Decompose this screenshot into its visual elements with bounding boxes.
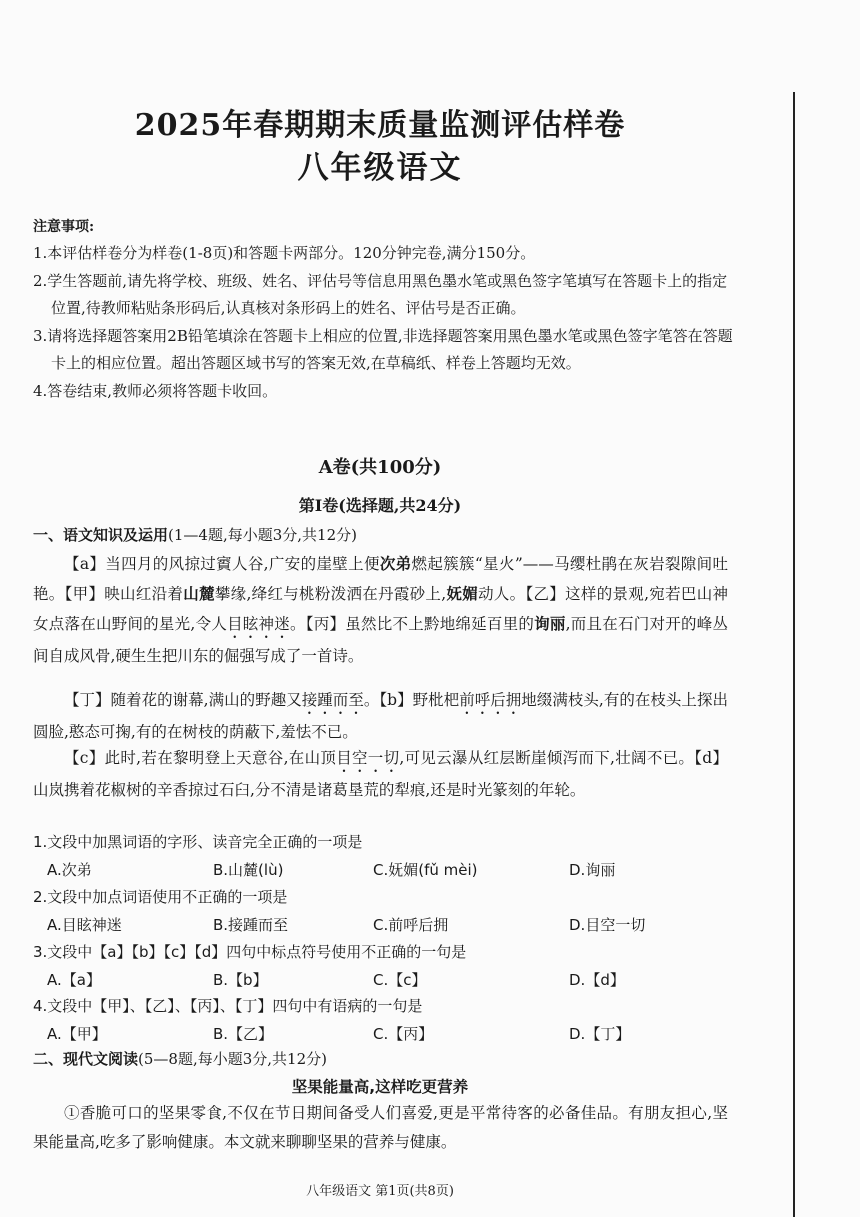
article-paragraph-1: ①香脆可口的坚果零食,不仅在节日期间备受人们喜爱,更是平常待客的必备佳品。有朋友担心,坚果能量高,吃多了影响健康。本文就来聊聊坚果的营养与健康。 <box>33 1104 728 1151</box>
question-stem: 3.文段中【a】【b】【c】【d】四句中标点符号使用不正确的一句是 <box>33 943 467 961</box>
option-d: D.【d】 <box>569 971 625 989</box>
question-3 <box>33 939 733 995</box>
option-c: C.【c】 <box>373 971 427 989</box>
question-2 <box>33 884 733 940</box>
exam-title: 2025年春期期末质量监测评估样卷 <box>134 108 626 143</box>
option-d: D.【丁】 <box>569 1025 631 1043</box>
page-footer: 八年级语文 第1页(共8页) <box>306 1184 454 1199</box>
bold-word: 次弟 <box>379 554 412 573</box>
note-item: 3.请将选择题答案用2B铅笔填涂在答题卡上相应的位置,非选择题答案用黑色墨水笔或黑色签字笔答在答题卡上的相应位置。超出答题区域书写的答案无效,在草稿纸、样卷上答题均无效。 <box>33 326 733 372</box>
note-item: 2.学生答题前,请先将学校、班级、姓名、评估号等信息用黑色墨水笔或黑色签字笔填写在答题卡上的指定位置,待教师粘贴条形码后,认真核对条形码上的姓名、评估号是否正确。 <box>33 271 728 317</box>
section-a-title: A卷(共100分) <box>318 457 442 478</box>
dotted-word: 接踵而至 <box>301 691 364 709</box>
note-item: 1.本评估样卷分为样卷(1-8页)和答题卡两部分。120分钟完卷,满分150分。 <box>33 244 536 262</box>
notes-list <box>33 240 733 405</box>
note-item: 4.答卷结束,教师必须将答题卡收回。 <box>33 381 278 400</box>
question-stem: 2.文段中加点词语使用不正确的一项是 <box>33 888 288 906</box>
part-1-title: 一、语文知识及运用 <box>33 526 169 544</box>
binding-line <box>793 92 795 1217</box>
option-d: D.目空一切 <box>569 916 646 934</box>
option-c: C.妩媚(fǔ mèi) <box>373 861 478 879</box>
option-c: C.前呼后拥 <box>373 916 449 934</box>
option-d: D.询丽 <box>569 861 616 879</box>
dotted-word: 目空一切 <box>336 749 400 767</box>
option-a: A.【甲】 <box>47 1025 107 1043</box>
bold-word: 妩媚 <box>446 584 479 603</box>
exam-subtitle: 八年级语文 <box>297 150 463 186</box>
option-b: B.接踵而至 <box>213 916 289 934</box>
question-stem: 4.文段中【甲】、【乙】、【丙】、【丁】四句中有语病的一句是 <box>33 997 423 1015</box>
volume-1-title: 第Ⅰ卷(选择题,共24分) <box>298 496 462 515</box>
passage-paragraph-3: 【c】此时,若在黎明登上天意谷,在山顶目空一切,可见云瀑从红层断崖倾泻而下,壮阔不已。【d】山岚携着花椒树的辛香掠过石臼,分不清是诸葛垦荒的犁痕,还是时光篆刻的年轮。 <box>33 749 728 799</box>
question-4 <box>33 993 733 1049</box>
bold-word: 询丽 <box>534 614 566 633</box>
part-1-heading <box>33 524 357 545</box>
dotted-word: 前呼后拥 <box>459 691 522 709</box>
dotted-word: 目眩神迷 <box>227 615 291 633</box>
bold-word: 山麓 <box>183 584 215 603</box>
passage-paragraph-2: 【丁】随着花的谢幕,满山的野趣又接踵而至。【b】野枇杷前呼后拥地缀满枝头,有的在枝头上探出圆脸,憨态可掬,有的在树枝的荫蔽下,羞怯不已。 <box>33 691 728 741</box>
option-b: B.山麓(lù) <box>213 861 284 879</box>
option-a: A.目眩神迷 <box>47 916 122 934</box>
part-2-title: 二、现代文阅读 <box>33 1050 139 1068</box>
passage-paragraph-1: 【a】当四月的风掠过賨人谷,广安的崖壁上便次弟燃起簇簇“星火”——马缨杜鹃在灰岩裂隙间吐艳。【甲】映山红沿着山麓攀缘,绛红与桃粉泼洒在丹霞砂上,妩媚动人。【乙】这样的景观,宛若巴山神女点落在山野间的星光,令人目眩神迷。【丙】虽然比不上黔地绵延百里的询丽,而且在石门对开的峰丛间自成风骨,硬生生把川东的倔强写成了一首诗。 <box>33 554 728 665</box>
option-a: A.次弟 <box>47 861 92 879</box>
part-2-heading <box>33 1048 327 1069</box>
option-a: A.【a】 <box>47 971 101 989</box>
question-stem: 1.文段中加黑词语的字形、读音完全正确的一项是 <box>33 833 363 851</box>
notes-heading: 注意事项: <box>33 219 95 235</box>
question-1 <box>33 829 733 885</box>
part-2-note: (5—8题,每小题3分,共12分) <box>138 1050 327 1068</box>
option-b: B.【乙】 <box>213 1025 274 1043</box>
part-1-note: (1—4题,每小题3分,共12分) <box>168 526 357 544</box>
option-b: B.【b】 <box>213 971 268 989</box>
option-c: C.【丙】 <box>373 1025 434 1043</box>
article-title: 坚果能量高,这样吃更营养 <box>291 1078 469 1096</box>
